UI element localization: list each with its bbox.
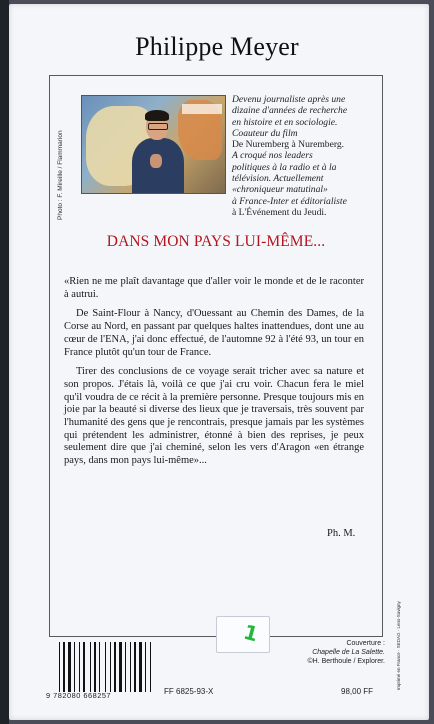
author-photo bbox=[81, 95, 226, 194]
barcode-bar bbox=[107, 642, 109, 692]
cover-credits bbox=[280, 639, 385, 666]
bio-line: politiques à la radio et à la bbox=[232, 161, 337, 173]
barcode-bar bbox=[119, 642, 122, 692]
barcode-bar bbox=[83, 642, 85, 692]
barcode-bar bbox=[76, 642, 78, 692]
barcode-bar bbox=[139, 642, 142, 692]
barcode-bar bbox=[137, 642, 138, 692]
blurb-paragraph: Tirer des conclusions de ce voyage serait tricher avec sa nature et son propos. J'étais là, voilà ce que j'ai cru voir. Chacun fera le miel qu'il voudra de ce récit à la première personne. Presque toujours mis en joie par la beauté si diverse des lieux que je traversais, très souvent par l'humanité des gens que je rencontrais, presque jamais par les systèmes qui prétendent les administrer, étonné à bien des reprises, je peux seulement dire que j'ai cheminé, selon les vers d'Aragon «en étrange pays, dans mon pays lui-même»... bbox=[64, 366, 364, 467]
barcode-bar bbox=[74, 642, 75, 692]
signature: Ph. M. bbox=[327, 528, 356, 539]
author-bio bbox=[232, 94, 378, 218]
barcode-bar bbox=[134, 642, 136, 692]
bio-line: De Nuremberg à Nuremberg. bbox=[232, 139, 345, 151]
barcode-bar bbox=[86, 642, 89, 692]
author-name: Philippe Meyer bbox=[135, 32, 299, 61]
barcode-bar bbox=[61, 642, 62, 692]
barcode-bar bbox=[114, 642, 116, 692]
bio-line: à France-Inter et éditorialiste bbox=[232, 195, 347, 207]
book-edge bbox=[0, 0, 9, 724]
barcode-bar bbox=[72, 642, 73, 692]
reference-number: FF 6825-93-X bbox=[164, 687, 214, 696]
bio-line: dizaine d'années de recherche bbox=[232, 105, 348, 117]
cover-photo-credit: ©H. Berthoule / Explorer. bbox=[307, 658, 385, 665]
bio-line: «chroniqueur matutinal» bbox=[232, 184, 328, 196]
barcode-bar bbox=[145, 642, 146, 692]
barcode-bar bbox=[79, 642, 80, 692]
barcode-bar bbox=[94, 642, 96, 692]
price: 98,00 FF bbox=[341, 687, 374, 696]
barcode-bar bbox=[130, 642, 131, 692]
photo-credit: Photo : F. Mireille / Flammarion bbox=[57, 130, 64, 220]
barcode-bar bbox=[101, 642, 104, 692]
bio-line: A croqué nos leaders bbox=[232, 150, 313, 162]
cover-label: Couverture : bbox=[346, 640, 385, 647]
barcode-bar bbox=[97, 642, 98, 692]
barcode-bar bbox=[127, 642, 129, 692]
bio-line: Coauteur du film bbox=[232, 127, 298, 139]
bio-line: à L'Événement du Jeudi. bbox=[232, 206, 327, 218]
barcode-bar bbox=[90, 642, 91, 692]
barcode bbox=[59, 642, 154, 692]
barcode-bar bbox=[92, 642, 93, 692]
barcode-bar bbox=[66, 642, 67, 692]
barcode-bar bbox=[143, 642, 144, 692]
barcode-bar bbox=[125, 642, 126, 692]
barcode-bar bbox=[132, 642, 133, 692]
cover-title: Chapelle de La Salette. bbox=[312, 649, 385, 656]
barcode-bar bbox=[123, 642, 124, 692]
author-figure bbox=[132, 112, 180, 192]
barcode-bar bbox=[68, 642, 71, 692]
book-title-heading: DANS MON PAYS LUI-MÊME... bbox=[106, 233, 326, 250]
barcode-bar bbox=[150, 642, 151, 692]
barcode-digits: 9 782080 668257 bbox=[46, 691, 112, 700]
barcode-bar bbox=[59, 642, 60, 692]
barcode-bar bbox=[147, 642, 149, 692]
barcode-bar bbox=[105, 642, 106, 692]
bio-line: Devenu journaliste après une bbox=[232, 94, 346, 105]
barcode-bar bbox=[63, 642, 65, 692]
bio-line: télévision. Actuellement bbox=[232, 173, 324, 185]
bio-line: en histoire et en sociologie. bbox=[232, 116, 338, 128]
printer-line: Imprimé en France · SEDAG · Lens-Savigny bbox=[396, 601, 401, 690]
barcode-bar bbox=[81, 642, 82, 692]
barcode-bar bbox=[152, 642, 153, 692]
barcode-bar bbox=[110, 642, 111, 692]
blurb-text bbox=[64, 276, 364, 475]
blurb-paragraph: «Rien ne me plaît davantage que d'aller voir le monde et de le raconter à autrui. bbox=[64, 276, 364, 300]
blurb-paragraph: De Saint-Flour à Nancy, d'Ouessant au Chemin des Dames, de la Corse au Nord, en passant par quelques haltes inattendues, dont une au cœur de l'ENA, j'ai donc effectué, de l'automne 92 à l'été 93, un tour en France plutôt qu'un tour de France. bbox=[64, 308, 364, 358]
barcode-bar bbox=[99, 642, 100, 692]
sticker-mark: 1 bbox=[241, 619, 261, 647]
map-label bbox=[182, 104, 222, 114]
barcode-bar bbox=[112, 642, 113, 692]
barcode-bar bbox=[117, 642, 118, 692]
